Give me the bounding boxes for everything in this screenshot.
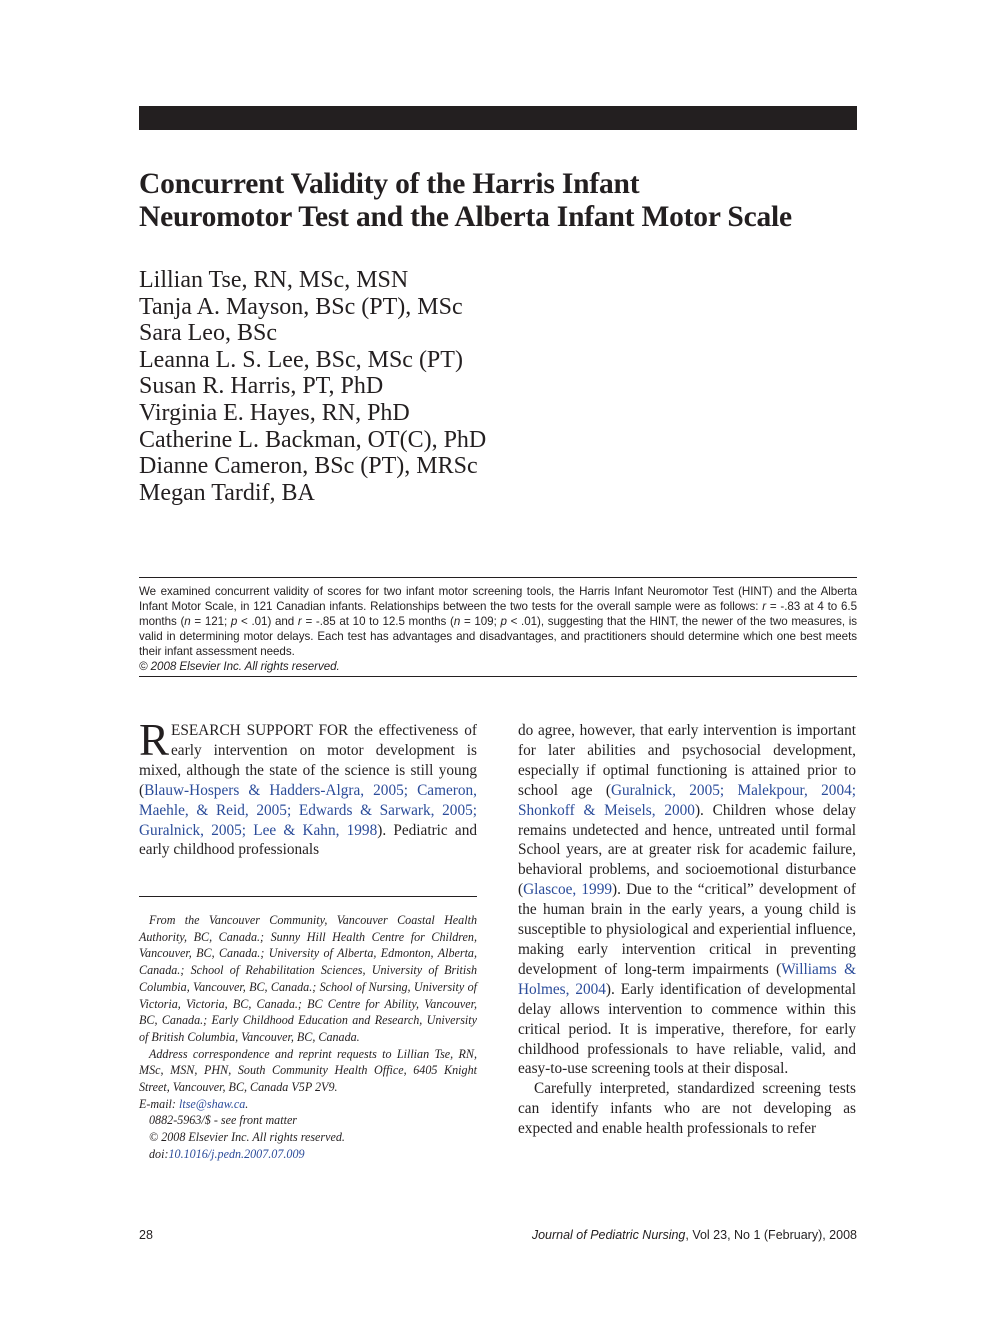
author-list bbox=[139, 267, 486, 506]
author: Lillian Tse, RN, MSc, MSN bbox=[139, 267, 409, 293]
footnote-copyright: © 2008 Elsevier Inc. All rights reserved. bbox=[149, 1130, 345, 1145]
body-paragraph: RESEARCH SUPPORT FOR the effectiveness of early intervention on motor development is mixed, although the state of the science is still young (Blauw-Hospers & Hadders-Algra, 2005; Cameron, Maehle, & Reid, 2005; Edwards & Sarwark, 2005; Guralnick, 2005; Lee & Kahn, 1998). Pediatric and early childhood professionals bbox=[139, 715, 477, 859]
author: Sara Leo, BSc bbox=[139, 320, 277, 347]
author: Virginia E. Hayes, RN, PhD bbox=[139, 399, 410, 426]
journal-citation bbox=[532, 1228, 857, 1242]
journal-issue: , Vol 23, No 1 (February), 2008 bbox=[685, 1228, 857, 1242]
doi-link[interactable]: 10.1016/j.pedn.2007.07.009 bbox=[168, 1146, 305, 1161]
affiliations: From the Vancouver Community, Vancouver Coastal Health Authority, BC, Canada.; Sunny Hill Health Centre for Children, Vancouver, BC, Canada.; University of Alberta, Edmonton, Alberta, Canada.; School of Rehabilitation Sciences, University of British Columbia, Vancouver, BC, Canada.; School of Nursing, University of Victoria, Victoria, BC, Canada.; BC Centre for Ability, Vancouver, BC, Canada.; Early Childhood Education and Research, University of British Columbia, Vancouver, BC, Canada. bbox=[139, 913, 477, 1044]
citation-link[interactable]: Williams & Holmes, 2004 bbox=[518, 960, 856, 998]
journal-name: Journal of Pediatric Nursing bbox=[531, 1228, 686, 1242]
author: Susan R. Harris, PT, PhD bbox=[139, 373, 384, 400]
body-paragraph: Carefully interpreted, standardized screening tests can identify infants who are not developing as expected and enable health professionals to refer bbox=[518, 1080, 856, 1138]
email-line: E-mail: ltse@shaw.ca. bbox=[139, 1096, 249, 1111]
correspondence: Address correspondence and reprint requests to Lillian Tse, RN, MSc, MSN, PHN, South Community Health Office, 6405 Knight Street, Vancouver, BC, Canada V5P 2V9. bbox=[139, 1046, 477, 1095]
article-title bbox=[139, 168, 879, 234]
body-paragraph: do agree, however, that early intervention is important for later abilities and psychosocial development, especially if optimal functioning is attained prior to school age (Guralnick, 2005; Malekpour, 2004; Shonkoff & Meisels, 2000). Children whose delay remains undetected and hence, untreated until formal School years, are at greater risk for academic failure, behavioral problems, and socioemotional disturbance (Glascoe, 1999). Due to the “critical” development of the human brain in the early years, a young child is susceptible to physiological and experiential influence, making early intervention critical in preventing development of long-term impairments (Williams & Holmes, 2004). Early identification of developmental delay allows intervention to commence within this critical period. It is imperative, therefore, for early childhood professionals to have reliable, valid, and easy-to-use screening tools at their disposal. bbox=[518, 722, 856, 1078]
body-column-left bbox=[139, 715, 477, 860]
lead-in: ESEARCH SUPPORT FOR bbox=[171, 722, 349, 739]
author: Dianne Cameron, BSc (PT), MRSc bbox=[139, 453, 478, 480]
citation-link[interactable]: Blauw-Hospers & Hadders-Algra, 2005; Cameron, Maehle, & Reid, 2005; Edwards & Sarwark, 2005; Guralnick, 2005; Lee & Kahn, 1998 bbox=[139, 781, 477, 839]
header-bar bbox=[139, 106, 857, 130]
author: Tanja A. Mayson, BSc (PT), MSc bbox=[139, 293, 463, 320]
title-line-1: Concurrent Validity of the Harris Infant bbox=[139, 168, 640, 200]
author: Megan Tardif, BA bbox=[139, 479, 315, 506]
citation-link[interactable]: Guralnick, 2005; Malekpour, 2004; Shonkoff & Meisels, 2000 bbox=[518, 781, 856, 819]
title-line-2: Neuromotor Test and the Alberta Infant Motor Scale bbox=[139, 201, 792, 233]
page-number: 28 bbox=[139, 1228, 153, 1242]
author: Catherine L. Backman, OT(C), PhD bbox=[139, 426, 487, 453]
issn-line: 0882-5963/$ - see front matter bbox=[149, 1113, 298, 1128]
footnote bbox=[139, 912, 477, 1163]
abstract-copyright: © 2008 Elsevier Inc. All rights reserved. bbox=[139, 660, 340, 673]
drop-cap: R bbox=[139, 715, 170, 765]
author: Leanna L. S. Lee, BSc, MSc (PT) bbox=[139, 346, 463, 373]
footnote-divider bbox=[139, 896, 477, 897]
email-link[interactable]: ltse@shaw.ca bbox=[178, 1096, 246, 1111]
abstract bbox=[139, 577, 857, 677]
citation-link[interactable]: Glascoe, 1999 bbox=[523, 881, 612, 899]
doi-line: doi:10.1016/j.pedn.2007.07.009 bbox=[149, 1146, 305, 1161]
abstract-text: We examined concurrent validity of scores for two infant motor screening tools, the Harris Infant Neuromotor Test (HINT) and the Alberta Infant Motor Scale, in 121 Canadian infants. Relationships between the two tests for the overall sample were as follows: r = -.83 at 4 to 6.5 months (n = 121; p < .01) and r = -.85 at 10 to 12.5 months (n = 109; p < .01), suggesting that the HINT, the newer of the two measures, is valid in determining motor delays. Each test has advantages and disadvantages, and practitioners should determine which one best meets their infant assessment needs. © 2008 Elsevier Inc. All rights reserved. bbox=[139, 585, 857, 673]
body-column-right bbox=[518, 721, 856, 1139]
